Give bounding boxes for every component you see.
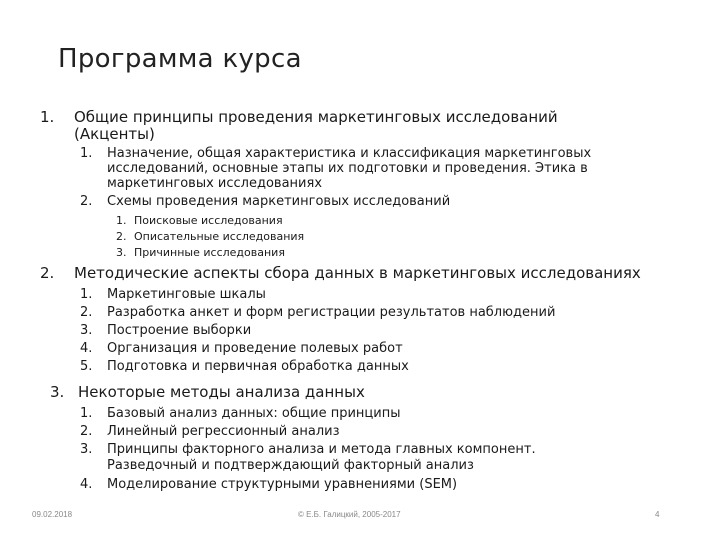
section-3-item-3-line-2: Разведочный и подтверждающий факторный анализ: [107, 458, 474, 473]
section-1-item-1-number: 1.: [80, 146, 93, 161]
section-3-item-3-line-1: Принципы факторного анализа и метода главных компонент.: [107, 442, 536, 457]
footer-date: 09.02.2018: [32, 510, 73, 519]
section-3-item-2-number: 2.: [80, 424, 93, 439]
section-2-item-4-number: 4.: [80, 341, 93, 356]
section-1-item-1-line-3: маркетинговых исследованиях: [107, 176, 323, 191]
section-2-item-4-text: Организация и проведение полевых работ: [107, 341, 403, 356]
slide-title: Программа курса: [58, 44, 302, 74]
section-1-item-2-number: 2.: [80, 194, 93, 209]
section-2-item-2-number: 2.: [80, 305, 93, 320]
section-1-title-line-2: (Акценты): [74, 125, 155, 143]
section-1-subitem-1-number: 1.: [116, 214, 127, 227]
section-2-item-5-text: Подготовка и первичная обработка данных: [107, 359, 409, 374]
section-3-item-2-text: Линейный регрессионный анализ: [107, 424, 340, 439]
section-2-number: 2.: [40, 264, 55, 282]
section-1-item-2-line-1: Схемы проведения маркетинговых исследований: [107, 194, 451, 209]
section-2-item-1-text: Маркетинговые шкалы: [107, 287, 266, 302]
section-1-subitem-3-text: Причинные исследования: [134, 246, 285, 259]
section-1-number: 1.: [40, 108, 55, 126]
section-3-title-line-1: Некоторые методы анализа данных: [78, 383, 365, 401]
footer-page-number: 4: [655, 510, 660, 519]
section-2-item-3-number: 3.: [80, 323, 93, 338]
section-2-item-3-text: Построение выборки: [107, 323, 252, 338]
section-3-item-1-text: Базовый анализ данных: общие принципы: [107, 406, 401, 421]
section-1-subitem-3-number: 3.: [116, 246, 127, 259]
section-1-subitem-1-text: Поисковые исследования: [134, 214, 283, 227]
section-1-title-line-1: Общие принципы проведения маркетинговых исследований: [74, 108, 558, 126]
section-1-subitem-2-number: 2.: [116, 230, 127, 243]
section-3-item-4-text: Моделирование структурными уравнениями (SEM): [107, 477, 458, 492]
section-2-item-5-number: 5.: [80, 359, 93, 374]
section-3-number: 3.: [50, 383, 65, 401]
section-1-item-1-line-2: исследований, основные этапы их подготовки и проведения. Этика в: [107, 161, 588, 176]
section-2-title-line-1: Методические аспекты сбора данных в маркетинговых исследованиях: [74, 264, 641, 282]
footer-copyright: © Е.Б. Галицкий, 2005-2017: [298, 510, 401, 519]
section-3-item-4-number: 4.: [80, 477, 93, 492]
section-1-item-1-line-1: Назначение, общая характеристика и классификация маркетинговых: [107, 146, 592, 161]
section-3-item-1-number: 1.: [80, 406, 93, 421]
section-1-subitem-2-text: Описательные исследования: [134, 230, 305, 243]
section-2-item-2-text: Разработка анкет и форм регистрации результатов наблюдений: [107, 305, 556, 320]
section-3-item-3-number: 3.: [80, 442, 93, 457]
section-2-item-1-number: 1.: [80, 287, 93, 302]
